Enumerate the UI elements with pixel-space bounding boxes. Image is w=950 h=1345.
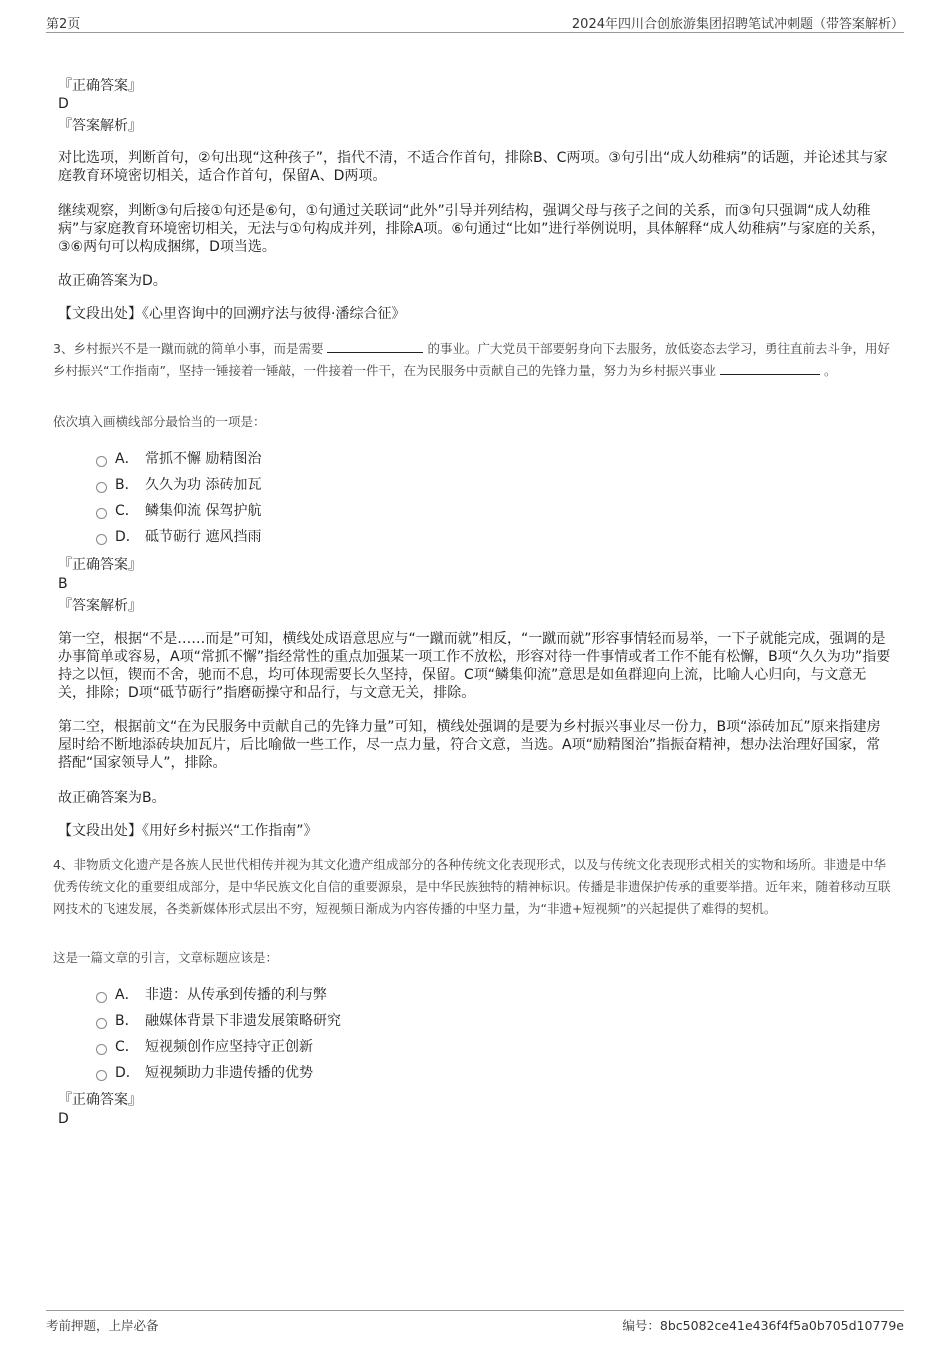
option-letter: C．	[115, 503, 139, 519]
radio-icon[interactable]	[96, 1070, 107, 1081]
question-text-part: 的事业。广大党员干部要躬身向下去服务，放低姿态去学习，勇往直前去斗争，用好乡村振兴“工作指南”，坚持一锤接着一锤敲，一件接着一件干，在为民服务中贡献自己的先锋力量，努力为乡村振兴事业	[53, 341, 890, 378]
option-c[interactable]	[96, 502, 261, 520]
radio-icon[interactable]	[96, 992, 107, 1003]
option-a[interactable]	[96, 450, 261, 468]
fill-blank	[720, 362, 820, 375]
conclusion: 故正确答案为B。	[58, 790, 166, 806]
option-letter: D．	[115, 1065, 140, 1081]
source-citation: 【文段出处】《用好乡村振兴“工作指南”》	[58, 823, 318, 839]
option-d[interactable]	[96, 1064, 313, 1082]
footer-slogan: 考前押题，上岸必备	[46, 1318, 159, 1333]
option-text: 砥节砺行 遮风挡雨	[145, 529, 262, 545]
analysis-paragraph: 对比选项，判断首句，②句出现“这种孩子”，指代不清，不适合作首句，排除B、C两项。③句引出“成人幼稚病”的话题，并论述其与家庭教育环境密切相关，适合作首句，保留A、D两项。	[58, 150, 888, 184]
question-text-part: 3、乡村振兴不是一蹴而就的简单小事，而是需要	[53, 341, 324, 356]
option-letter: C．	[115, 1039, 139, 1055]
document-code	[622, 1316, 904, 1334]
option-b[interactable]	[96, 476, 261, 494]
radio-icon[interactable]	[96, 1018, 107, 1029]
option-letter: A．	[115, 451, 139, 467]
radio-icon[interactable]	[96, 1044, 107, 1055]
page-footer	[46, 1310, 904, 1335]
answer-value: B	[58, 576, 68, 592]
option-d[interactable]	[96, 528, 261, 546]
question-prompt: 依次填入画横线部分最恰当的一项是：	[53, 414, 266, 429]
analysis-paragraph: 第一空，根据“不是……而是”可知，横线处成语意思应与“一蹴而就”相反，“一蹴而就”形容事情轻而易举，一下子就能完成，强调的是办事简单或容易，A项“常抓不懈”指经常性的重点加强某一项工作不放松，形容对待一件事情或者工作不能有松懈，B项“久久为功”指要持之以恒，锲而不舍，驰而不息，均可体现需要长久坚持，保留。C项“鳞集仰流”意思是如鱼群迎向上流，比喻人心归向，与文意无关，排除；D项“砥节砺行”指磨砺操守和品行，与文意无关，排除。	[58, 631, 891, 701]
option-text: 非遗：从传承到传播的利与弊	[145, 987, 327, 1003]
option-text: 融媒体背景下非遗发展策略研究	[145, 1013, 341, 1029]
question-3-text	[53, 338, 895, 382]
radio-icon[interactable]	[96, 534, 107, 545]
option-letter: B．	[115, 477, 139, 493]
answer-label: 『正确答案』	[58, 1092, 142, 1108]
code-label: 编号：	[622, 1318, 660, 1333]
question-4-text: 4、非物质文化遗产是各族人民世代相传并视为其文化遗产组成部分的各种传统文化表现形式，以及与传统文化表现形式相关的实物和场所。非遗是中华优秀传统文化的重要组成部分，是中华民族文化自信的重要源泉，是中华民族独特的精神标识。传播是非遗保护传承的重要举措。近年来，随着移动互联网技术的飞速发展，各类新媒体形式层出不穷，短视频日渐成为内容传播的中坚力量，为“非遗+短视频”的兴起提供了难得的契机。	[53, 857, 891, 916]
option-letter: B．	[115, 1013, 139, 1029]
analysis-label: 『答案解析』	[58, 598, 142, 614]
answer-label: 『正确答案』	[58, 557, 142, 573]
option-text: 久久为功 添砖加瓦	[145, 477, 262, 493]
page-number: 第2页	[46, 17, 81, 32]
analysis-paragraph: 第二空，根据前文“在为民服务中贡献自己的先锋力量”可知，横线处强调的是要为乡村振兴事业尽一份力，B项“添砖加瓦”原来指建房屋时给不断地添砖块加瓦片，后比喻做一些工作，尽一点力量，符合文意，当选。A项“励精图治”指振奋精神，想办法治理好国家，常搭配“国家领导人”，排除。	[58, 719, 881, 771]
source-citation: 【文段出处】《心里咨询中的回溯疗法与彼得·潘综合征》	[58, 306, 406, 322]
option-c[interactable]	[96, 1038, 313, 1056]
option-letter: D．	[115, 529, 140, 545]
analysis-paragraph: 继续观察，判断③句后接①句还是⑥句，①句通过关联词“此外”引导并列结构，强调父母与孩子之间的关系，而③句只强调“成人幼稚病”与家庭教育环境密切相关，无法与①句构成并列，排除A项。⑥句通过“比如”进行举例说明，具体解释“成人幼稚病”与家庭的关系，③⑥两句可以构成捆绑，D项当选。	[58, 203, 885, 255]
question-text-part: 。	[823, 363, 837, 378]
code-value: 8bc5082ce41e436f4f5a0b705d10779e	[659, 1318, 904, 1333]
option-letter: A．	[115, 987, 139, 1003]
analysis-label: 『答案解析』	[58, 118, 142, 134]
option-text: 短视频助力非遗传播的优势	[145, 1065, 313, 1081]
option-text: 短视频创作应坚持守正创新	[145, 1039, 313, 1055]
option-b[interactable]	[96, 1012, 341, 1030]
radio-icon[interactable]	[96, 482, 107, 493]
question-prompt: 这是一篇文章的引言，文章标题应该是：	[53, 950, 279, 965]
radio-icon[interactable]	[96, 508, 107, 519]
page-header	[46, 12, 904, 33]
document-title: 2024年四川合创旅游集团招聘笔试冲刺题（带答案解析）	[571, 17, 904, 32]
option-text: 鳞集仰流 保驾护航	[145, 503, 262, 519]
answer-value: D	[58, 1111, 69, 1127]
radio-icon[interactable]	[96, 456, 107, 467]
answer-label: 『正确答案』	[58, 78, 142, 94]
option-text: 常抓不懈 励精图治	[145, 451, 262, 467]
conclusion: 故正确答案为D。	[58, 273, 167, 289]
fill-blank	[327, 340, 423, 353]
answer-value: D	[58, 96, 69, 112]
option-a[interactable]	[96, 986, 327, 1004]
